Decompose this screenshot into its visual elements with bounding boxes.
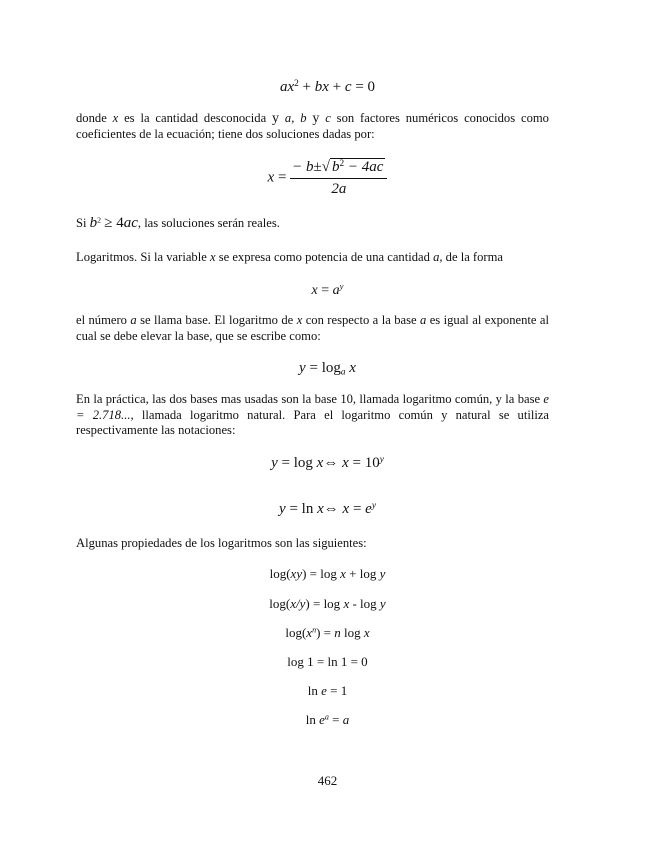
text-run: En la práctica, las dos bases mas usadas son la base 10, llamada logaritmo común, y la base [76,392,544,406]
property-quotient [0,595,655,613]
quadratic-formula: x = $\frac{- b\pm√ b^2 - 4ac}{2a}$ [0,158,655,198]
exponent: 2 [294,78,299,89]
rhs-value: 0 [367,79,376,95]
exponent: 2 [339,158,345,169]
var-a: a [420,313,427,327]
fraction-denominator [331,179,346,198]
text-run: ln [307,683,322,698]
text-run: Logaritmos. Si la variable [76,250,210,264]
var-e: e [319,712,325,727]
var-x: x [287,79,295,95]
text-run: se expresa como potencia de una cantidad [215,250,434,264]
text-run: log 1 = ln 1 = 0 [287,654,368,669]
var-x: x [322,79,329,95]
var-x: x [317,501,324,517]
text-run: se llama base. El logaritmo de [136,313,297,327]
property-ln-e [0,682,655,700]
log-operator: log [293,455,313,471]
value-e: e = 2.718... [76,392,549,422]
minus-b: − b [292,159,314,175]
var-ac: ac [123,215,138,231]
base-a: a [340,367,346,378]
text-run: + log [345,566,380,581]
var-a: a [342,712,350,727]
text-run: el número [76,313,131,327]
fraction-numerator [290,158,387,179]
var-b: b [89,215,98,231]
var-y: y [299,360,306,376]
property-log-one [0,653,655,671]
fraction [290,158,387,198]
text-run: ) = log [302,566,341,581]
base-ten: 10 [364,455,380,471]
text-run: ln [305,712,320,727]
page-number: 462 [317,773,338,788]
paragraph-condition [76,216,549,232]
property-ln-e-power [0,711,655,729]
text-run: log [340,625,364,640]
text-run: con respecto a la base [302,313,420,327]
exponential-equation: $x = a^y$ [311,281,344,298]
exponent: 2 [97,215,102,225]
var-x: x [343,596,350,611]
denominator-2a: 2a [331,181,347,197]
property-product [0,565,655,583]
paragraph-logarithms [76,250,549,266]
var-y: y [271,455,278,471]
paragraph-bases [76,392,549,439]
var-a: a [332,283,340,298]
iff-arrow: ⇔ [323,501,339,517]
quadratic-equation: $ax^2$ + bx + c = 0 [279,78,376,95]
text-run: y [272,111,280,126]
text-run: - log [349,596,380,611]
var-x: x [316,455,324,471]
text-run: es la cantidad desconocida [118,111,273,125]
common-log-equation: y = log x⇔ $x = 10^y$ [271,454,384,471]
text-run: log( [269,566,291,581]
text-run: ) = log [305,596,344,611]
relation: ≥ 4 [104,215,124,231]
property-power [0,624,655,642]
var-a: a [279,79,288,95]
natural-log-equation: y = ln x⇔ $x = e^y$ [279,500,376,517]
text-run: de la forma [442,250,504,264]
var-e: e [321,683,327,698]
var-n: n [334,625,341,640]
var-x: x [363,625,370,640]
var-x: x [340,566,346,581]
text-run: log( [269,596,291,611]
paragraph-base [76,313,549,344]
var-y: y [379,566,386,581]
text-run: Algunas propiedades de los logaritmos son las siguientes: [76,536,367,550]
exponent-y: y [371,500,376,511]
var-x: x [209,250,216,264]
log-operator: log [321,360,341,376]
exponent-y: y [339,281,344,292]
var-x: x [342,455,349,471]
var-x: x [311,283,318,298]
var-c: c [319,111,331,125]
var-xy: xy [290,566,303,581]
paragraph-properties [76,536,549,552]
var-x: x [267,169,275,186]
iff-arrow: ⇔ [323,455,339,471]
var-b: b [332,159,340,175]
var-a: a, [433,250,443,264]
var-a: a [130,313,137,327]
var-e: e [365,501,372,517]
var-x: x [296,313,303,327]
var-y: y [379,596,386,611]
var-x-over-y: x/y [290,596,306,611]
plus-minus: ± [313,159,322,175]
minus-4ac: − 4ac [347,159,384,175]
text-run: y [312,111,320,126]
text-run: , llamada logaritmo natural. Para el logaritmo común y natural se utiliza respectivamente las notaciones: [76,407,550,437]
var-x: x [306,625,313,640]
var-x: x [349,360,356,376]
text-run: = [328,712,343,727]
text-run: donde [76,111,113,125]
square-root: √ $b^2 - 4ac$ [321,158,384,175]
text-run: log( [285,625,307,640]
exponent-y: y [379,454,384,465]
exponent-n: n [312,625,317,635]
var-b: b [314,79,323,95]
exponent-a: a [324,712,329,722]
var-x: x [112,111,119,125]
logarithm-definition: $y = \log_a x$ [299,360,356,378]
vars-ab: a, b [279,111,313,125]
var-c: c [344,79,352,95]
text-run: = 1 [326,683,348,698]
text-run: son factores numéricos conocidos como coeficientes de la ecuación; tiene dos soluciones dadas por: [76,111,549,141]
var-y: y [279,501,286,517]
text-run: Si [76,216,87,230]
text-run: ) = [316,625,335,640]
var-x: x [342,501,350,517]
ln-operator: ln [301,501,314,517]
text-run: , las soluciones serán reales. [137,216,280,230]
text-run: es igual al exponente al cual se debe elevar la base, que se escribe como: [76,313,549,343]
paragraph-coefficients [76,111,549,142]
